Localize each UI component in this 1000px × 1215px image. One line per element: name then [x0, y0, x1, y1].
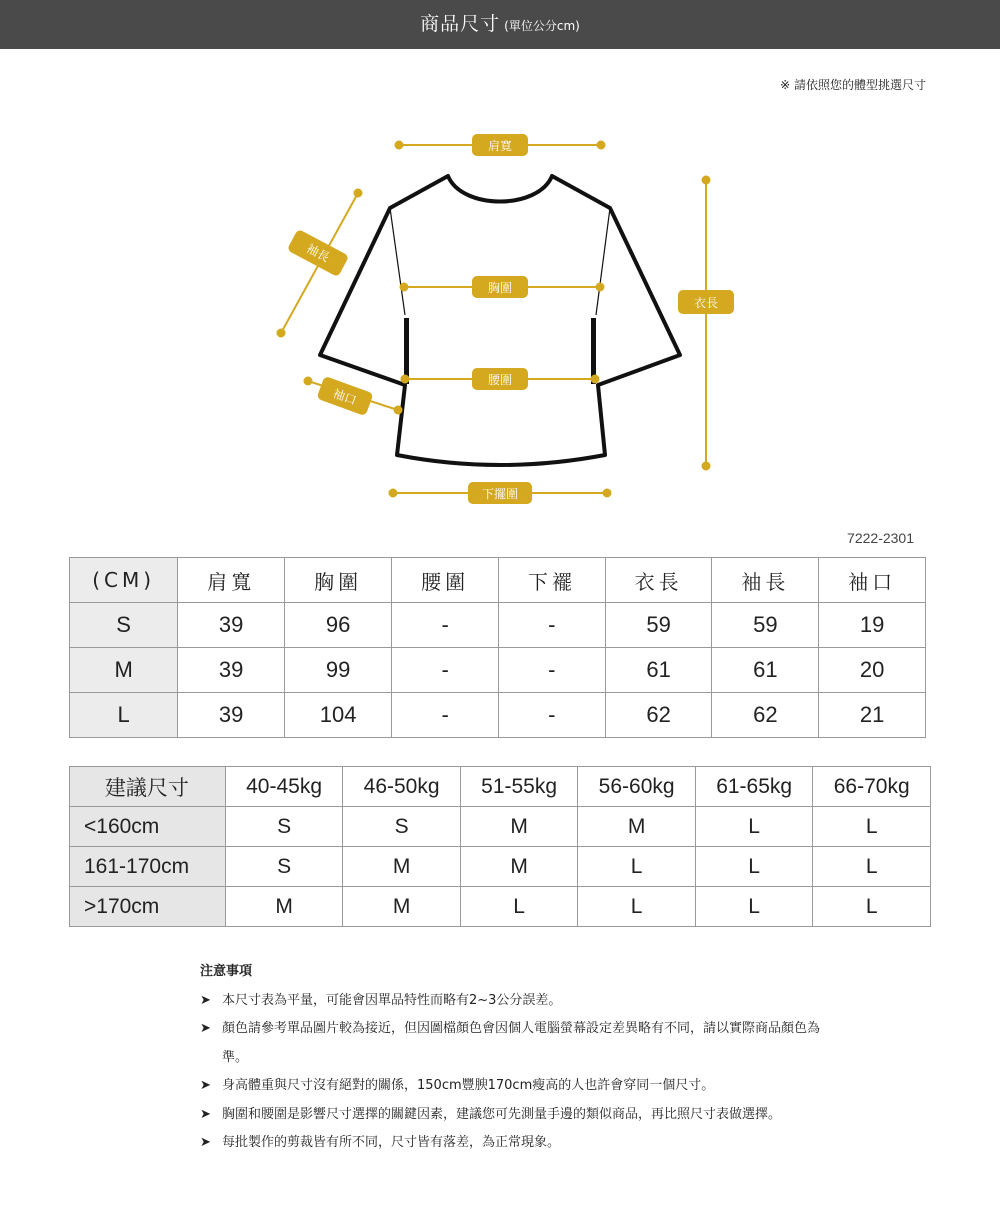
table-cell: 21 [819, 693, 926, 738]
table-cell: 39 [178, 693, 285, 738]
rec-table-header-cell: 61-65kg [695, 767, 813, 807]
table-cell: - [392, 648, 499, 693]
notes-title: 注意事項 [200, 964, 253, 979]
waist-label [472, 368, 528, 390]
product-code: 7222-2301 [847, 530, 914, 546]
bullet-arrow-icon: ➤ [200, 1106, 211, 1122]
note-text: 每批製作的剪裁皆有所不同，尺寸皆有落差，為正常現象。 [222, 1135, 561, 1150]
rec-table-header-cell: 56-60kg [578, 767, 696, 807]
table-cell: S [225, 847, 343, 887]
table-cell: 39 [178, 603, 285, 648]
bullet-arrow-icon: ➤ [200, 1078, 211, 1093]
table-cell: - [498, 648, 605, 693]
table-row [70, 807, 931, 847]
table-row [70, 847, 931, 887]
table-cell: L [695, 887, 813, 927]
table-cell: L [70, 693, 178, 738]
table-cell: L [695, 807, 813, 847]
table-cell: M [460, 847, 578, 887]
shoulder-label [472, 134, 528, 156]
rec-table-header-cell: 建議尺寸 [70, 767, 226, 807]
table-cell: L [813, 887, 931, 927]
header-title: 商品尺寸 [420, 13, 501, 35]
size-table-header-cell: 肩寬 [178, 558, 285, 603]
table-cell: M [343, 887, 461, 927]
rec-table-header-cell: 40-45kg [225, 767, 343, 807]
garment-diagram [0, 100, 1000, 520]
table-cell: S [225, 807, 343, 847]
size-table-header-cell: 袖口 [819, 558, 926, 603]
table-cell: M [460, 807, 578, 847]
table-cell: 39 [178, 648, 285, 693]
size-table-header-cell: 袖長 [712, 558, 819, 603]
table-cell: 62 [712, 693, 819, 738]
size-table [69, 557, 926, 738]
table-cell: 99 [285, 648, 392, 693]
rec-table-header-cell: 46-50kg [343, 767, 461, 807]
table-cell: 61 [605, 648, 712, 693]
header-subtitle: (單位公分cm) [504, 19, 580, 33]
table-cell: M [70, 648, 178, 693]
size-table-header-row [70, 558, 926, 603]
size-table-header-cell: 下襬 [498, 558, 605, 603]
table-cell: M [225, 887, 343, 927]
note-text: 胸圍和腰圍是影響尺寸選擇的關鍵因素，建議您可先測量手邊的類似商品，再比照尺寸表做選擇。 [222, 1106, 782, 1122]
rec-table-header-cell: 51-55kg [460, 767, 578, 807]
size-advice-note: ※ 請依照您的體型挑選尺寸 [780, 78, 926, 92]
note-text: 顏色請參考單品圖片較為接近，但因圖檔顏色會因個人電腦螢幕設定差異略有不同，請以實際商品顏色為準。 [222, 1021, 821, 1065]
table-cell: L [813, 807, 931, 847]
table-cell: 104 [285, 693, 392, 738]
svg-text:肩寬: 肩寬 [487, 139, 513, 153]
list-item [200, 1015, 820, 1072]
svg-text:袖口: 袖口 [330, 386, 359, 408]
table-cell: S [343, 807, 461, 847]
svg-text:胸圍: 胸圍 [487, 281, 513, 295]
table-cell: 59 [712, 603, 819, 648]
table-cell: >170cm [70, 887, 226, 927]
table-cell: M [578, 807, 696, 847]
list-item [200, 987, 820, 1016]
cuff-label [316, 376, 373, 416]
table-row [70, 887, 931, 927]
length-label [678, 290, 734, 314]
table-cell: 61 [712, 648, 819, 693]
rec-table-header-row [70, 767, 931, 807]
table-cell: 161-170cm [70, 847, 226, 887]
table-cell: - [392, 693, 499, 738]
list-item [200, 1072, 820, 1101]
table-cell: - [392, 603, 499, 648]
hem-label [468, 482, 532, 504]
table-cell: L [813, 847, 931, 887]
notes-section [200, 958, 820, 1158]
svg-text:袖長: 袖長 [304, 241, 332, 265]
list-item [200, 1129, 820, 1158]
table-cell: 19 [819, 603, 926, 648]
table-row [70, 648, 926, 693]
svg-text:腰圍: 腰圍 [487, 373, 513, 387]
table-row [70, 693, 926, 738]
garment-outline [320, 176, 680, 465]
table-cell: L [578, 887, 696, 927]
svg-text:衣長: 衣長 [693, 296, 719, 310]
svg-text:下擺圍: 下擺圍 [481, 487, 519, 501]
table-cell: - [498, 603, 605, 648]
sleeve-length-label [287, 229, 349, 277]
bullet-arrow-icon: ➤ [200, 1135, 211, 1150]
note-text: 身高體重與尺寸沒有絕對的關係，150cm豐腴170cm瘦高的人也許會穿同一個尺寸。 [222, 1078, 715, 1093]
table-cell: 59 [605, 603, 712, 648]
notes-list [200, 987, 820, 1158]
list-item [200, 1101, 820, 1130]
size-table-header-cell: 腰圍 [392, 558, 499, 603]
size-table-header-cell: 衣長 [605, 558, 712, 603]
table-cell: M [343, 847, 461, 887]
table-cell: 20 [819, 648, 926, 693]
bullet-arrow-icon: ➤ [200, 992, 211, 1008]
table-cell: - [498, 693, 605, 738]
table-cell: <160cm [70, 807, 226, 847]
chest-label [472, 276, 528, 298]
table-cell: L [460, 887, 578, 927]
table-cell: L [578, 847, 696, 887]
size-table-header-cell: (CM) [70, 558, 178, 603]
table-cell: 96 [285, 603, 392, 648]
table-cell: S [70, 603, 178, 648]
bullet-arrow-icon: ➤ [200, 1021, 211, 1036]
table-cell: 62 [605, 693, 712, 738]
note-text: 本尺寸表為平量，可能會因單品特性而略有2~3公分誤差。 [222, 992, 562, 1008]
size-table-header-cell: 胸圍 [285, 558, 392, 603]
rec-table-header-cell: 66-70kg [813, 767, 931, 807]
page-header [0, 0, 1000, 49]
recommendation-table [69, 766, 931, 927]
table-cell: L [695, 847, 813, 887]
table-row [70, 603, 926, 648]
